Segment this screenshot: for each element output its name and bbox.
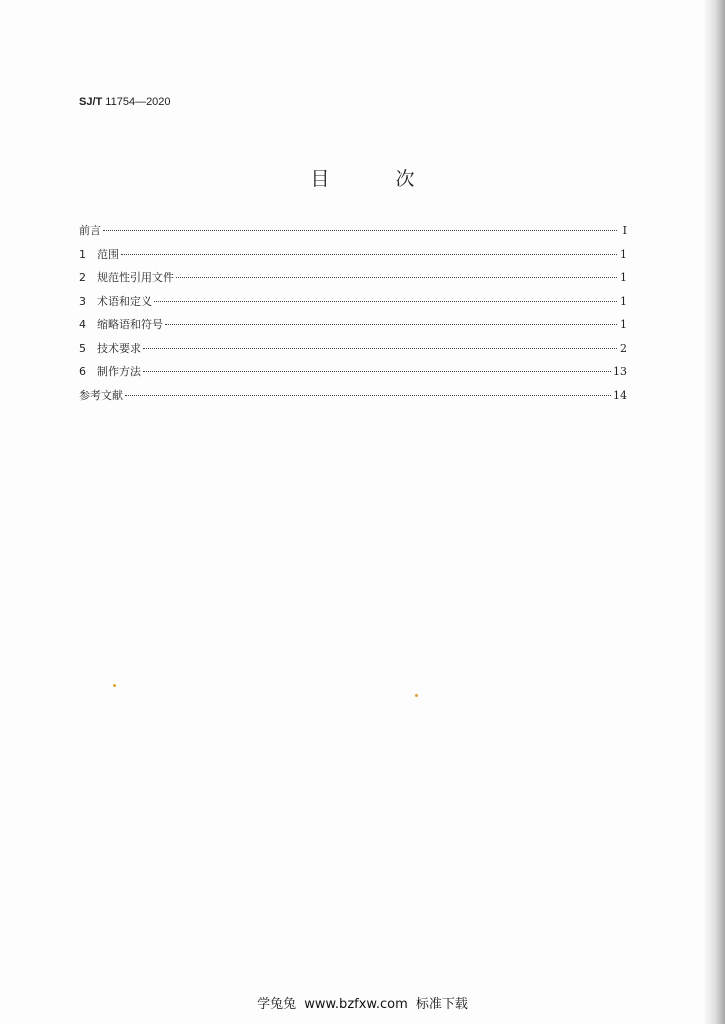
toc-entry-number: 6: [79, 365, 86, 378]
toc-entry-label: 术语和定义: [97, 294, 152, 308]
toc-entry-bibliography[interactable]: [79, 388, 627, 412]
toc-entry-number: 3: [79, 294, 86, 308]
toc-entry-page: 1: [620, 294, 627, 308]
toc-entry-label: 规范性引用文件: [97, 271, 174, 284]
toc-entry-label: 前言: [79, 224, 101, 237]
toc-entry-label: 缩略语和符号: [97, 318, 163, 331]
toc-entry-label: 技术要求: [97, 341, 141, 355]
page-edge-shadow: [703, 0, 725, 1024]
footer-watermark: 学兔兔 www.bzfxw.com 标准下载: [257, 997, 468, 1012]
table-of-contents: [79, 223, 627, 411]
scan-speck: [415, 694, 418, 697]
toc-leader-dots: [103, 230, 617, 231]
toc-entry-page: 1: [620, 271, 627, 284]
toc-entry-label: 参考文献: [79, 388, 123, 402]
toc-entry-page: 14: [613, 388, 627, 402]
toc-entry-technical-requirements[interactable]: [79, 341, 627, 365]
toc-entry-production-method[interactable]: [79, 364, 627, 388]
toc-entry-terms-definitions[interactable]: [79, 294, 627, 318]
toc-entry-number: 1: [79, 247, 86, 261]
toc-entry-scope[interactable]: [79, 247, 627, 271]
toc-leader-dots: [121, 254, 617, 255]
standard-prefix: SJ/T: [79, 96, 103, 108]
toc-entry-number: 4: [79, 318, 86, 331]
toc-leader-dots: [143, 348, 617, 349]
toc-entry-page: 2: [620, 341, 627, 355]
toc-entry-foreword[interactable]: [79, 223, 627, 247]
toc-entry-number: 5: [79, 341, 86, 355]
toc-entry-label: 制作方法: [97, 365, 141, 378]
toc-entry-label: 范围: [97, 247, 119, 261]
toc-leader-dots: [165, 324, 617, 325]
toc-leader-dots: [125, 395, 611, 396]
toc-entry-number: 2: [79, 271, 86, 284]
toc-entry-page: 1: [620, 318, 627, 331]
document-code: [79, 96, 171, 108]
toc-entry-page: 13: [613, 365, 627, 378]
toc-title: 目 次: [310, 168, 445, 190]
toc-leader-dots: [154, 301, 617, 302]
toc-entry-page: I: [622, 224, 627, 237]
toc-entry-normative-references[interactable]: [79, 270, 627, 294]
toc-entry-page: 1: [620, 247, 627, 261]
toc-entry-abbreviations-symbols[interactable]: [79, 317, 627, 341]
toc-leader-dots: [143, 371, 611, 372]
standard-number: 11754—2020: [105, 96, 171, 108]
toc-leader-dots: [176, 277, 617, 278]
scan-speck: [113, 684, 116, 687]
